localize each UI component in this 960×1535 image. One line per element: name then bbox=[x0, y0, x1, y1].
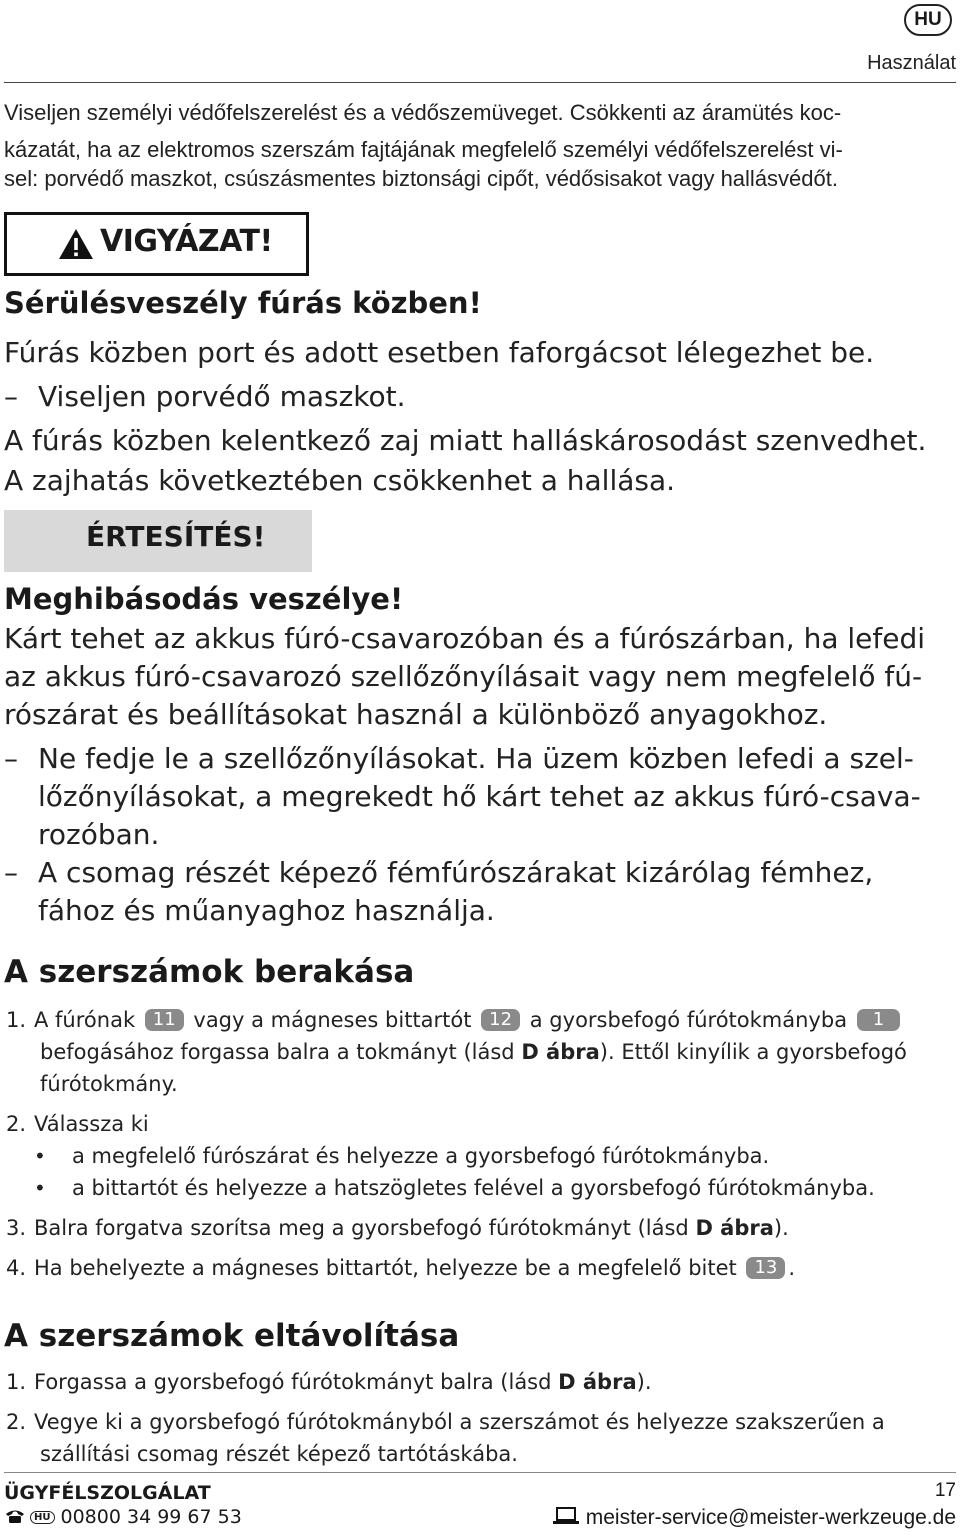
intro-line-3: sel: porvédő maszkot, csúszásmentes biztonsági cipőt, védősisakot vagy hallásvédőt. bbox=[4, 166, 838, 191]
warning-text-1: Fúrás közben port és adott esetben faforgácsot lélegezhet be. bbox=[4, 336, 875, 369]
insert-step-2-bullet-1: a megfelelő fúrószárat és helyezze a gyorsbefogó fúrótokmányba. bbox=[72, 1144, 770, 1168]
notice-label: ÉRTESÍTÉS! bbox=[86, 520, 266, 553]
phone-number: 00800 34 99 67 53 bbox=[60, 1506, 242, 1528]
step-text: ). bbox=[636, 1370, 652, 1394]
dash-marker: – bbox=[4, 380, 18, 413]
warning-text-3: A zajhatás következtében csökkenhet a hallása. bbox=[4, 464, 676, 497]
warning-heading: Sérülésveszély fúrás közben! bbox=[4, 286, 482, 320]
step-number: 2. bbox=[6, 1410, 27, 1434]
notice-item-2-line-2: fához és műanyaghoz használja. bbox=[38, 894, 495, 927]
remove-step-2-line-1: Vegye ki a gyorsbefogó fúrótokmányból a szerszámot és helyezze szakszerűen a bbox=[34, 1410, 885, 1434]
language-badge: HU bbox=[904, 4, 952, 36]
remove-step-1 bbox=[34, 1366, 652, 1398]
email-row bbox=[552, 1506, 956, 1530]
section-label: Használat bbox=[867, 52, 956, 74]
dash-marker: – bbox=[4, 856, 18, 889]
header-divider bbox=[4, 82, 956, 83]
customer-service-label: ÜGYFÉLSZOLGÁLAT bbox=[4, 1482, 211, 1504]
country-code: HU bbox=[30, 1511, 55, 1524]
part-badge-13: 13 bbox=[746, 1257, 785, 1279]
step-text: a gyorsbefogó fúrótokmányba bbox=[529, 1008, 848, 1032]
insert-step-1-line-3: fúrótokmány. bbox=[40, 1072, 178, 1096]
step-number: 1. bbox=[6, 1370, 27, 1394]
step-text: vagy a mágneses bittartót bbox=[193, 1008, 472, 1032]
notice-item-2-line-1: A csomag részét képező fémfúrószárakat kizárólag fémhez, bbox=[38, 856, 874, 889]
notice-item-1-line-3: rozóban. bbox=[38, 818, 160, 851]
phone-row bbox=[4, 1506, 242, 1528]
notice-item-1-line-2: lőzőnyílásokat, a megrekedt hő kárt tehet az akkus fúró-csava- bbox=[38, 780, 921, 813]
footer-divider bbox=[4, 1472, 956, 1473]
intro-line-2: kázatát, ha az elektromos szerszám fajtájának megfelelő személyi védőfelszerelést vi- bbox=[4, 137, 843, 162]
insert-step-3 bbox=[34, 1212, 789, 1244]
step-text: Balra forgatva szorítsa meg a gyorsbefogó fúrótokmányt (lásd bbox=[34, 1216, 696, 1240]
step-text: befogásához forgassa balra a tokmányt (lásd bbox=[40, 1040, 522, 1064]
insert-step-4 bbox=[34, 1252, 795, 1284]
step-text: Forgassa a gyorsbefogó fúrótokmányt balra (lásd bbox=[34, 1370, 559, 1394]
figure-reference: D ábra bbox=[695, 1216, 774, 1240]
warning-item-1: Viseljen porvédő maszkot. bbox=[38, 380, 406, 413]
notice-item-1-line-1: Ne fedje le a szellőzőnyílásokat. Ha üzem közben lefedi a szel- bbox=[38, 742, 914, 775]
warning-label: VIGYÁZAT! bbox=[100, 224, 273, 259]
notice-heading: Meghibásodás veszélye! bbox=[4, 582, 404, 616]
figure-reference: D ábra bbox=[521, 1040, 600, 1064]
part-badge-1: 1 bbox=[857, 1009, 900, 1031]
insert-step-1-line-1 bbox=[34, 1004, 903, 1036]
insert-step-1-line-2 bbox=[40, 1036, 907, 1068]
step-number: 2. bbox=[6, 1112, 27, 1136]
step-number: 1. bbox=[6, 1008, 27, 1032]
warning-text-2: A fúrás közben kelentkező zaj miatt halláskárosodást szenvedhet. bbox=[4, 424, 927, 457]
part-badge-11: 11 bbox=[145, 1009, 184, 1031]
part-badge-12: 12 bbox=[481, 1009, 520, 1031]
phone-icon bbox=[4, 1508, 26, 1524]
step-text: A fúrónak bbox=[34, 1008, 136, 1032]
bullet-marker: • bbox=[34, 1144, 46, 1168]
step-text: ). Ettől kinyílik a gyorsbefogó bbox=[599, 1040, 907, 1064]
remove-step-2-line-2: szállítási csomag részét képező tartótáskába. bbox=[40, 1442, 518, 1466]
remove-tools-title: A szerszámok eltávolítása bbox=[4, 1318, 460, 1354]
intro-line-1: Viseljen személyi védőfelszerelést és a védőszemüveget. Csökkenti az áramütés koc- bbox=[4, 100, 842, 125]
laptop-icon bbox=[552, 1506, 580, 1526]
notice-text-3: rószárat és beállításokat használ a különböző anyagokhoz. bbox=[4, 698, 828, 731]
step-number: 3. bbox=[6, 1216, 27, 1240]
page-number: 17 bbox=[934, 1480, 956, 1501]
step-number: 4. bbox=[6, 1256, 27, 1280]
notice-text-1: Kárt tehet az akkus fúró-csavarozóban és a fúrószárban, ha lefedi bbox=[4, 622, 926, 655]
bullet-marker: • bbox=[34, 1176, 46, 1200]
step-text: . bbox=[788, 1256, 796, 1280]
support-email[interactable]: meister-service@meister-werkzeuge.de bbox=[585, 1506, 956, 1529]
warning-triangle-icon bbox=[58, 228, 94, 260]
step-text: Ha behelyezte a mágneses bittartót, helyezze be a megfelelő bitet bbox=[34, 1256, 737, 1280]
insert-step-2: Válassza ki bbox=[34, 1112, 149, 1136]
figure-reference: D ábra bbox=[558, 1370, 637, 1394]
insert-tools-title: A szerszámok berakása bbox=[4, 954, 415, 990]
insert-step-2-bullet-2: a bittartót és helyezze a hatszögletes felével a gyorsbefogó fúrótokmányba. bbox=[72, 1176, 875, 1200]
dash-marker: – bbox=[4, 742, 18, 775]
step-text: ). bbox=[773, 1216, 789, 1240]
notice-text-2: az akkus fúró-csavarozó szellőzőnyílásait vagy nem megfelelő fú- bbox=[4, 660, 923, 693]
